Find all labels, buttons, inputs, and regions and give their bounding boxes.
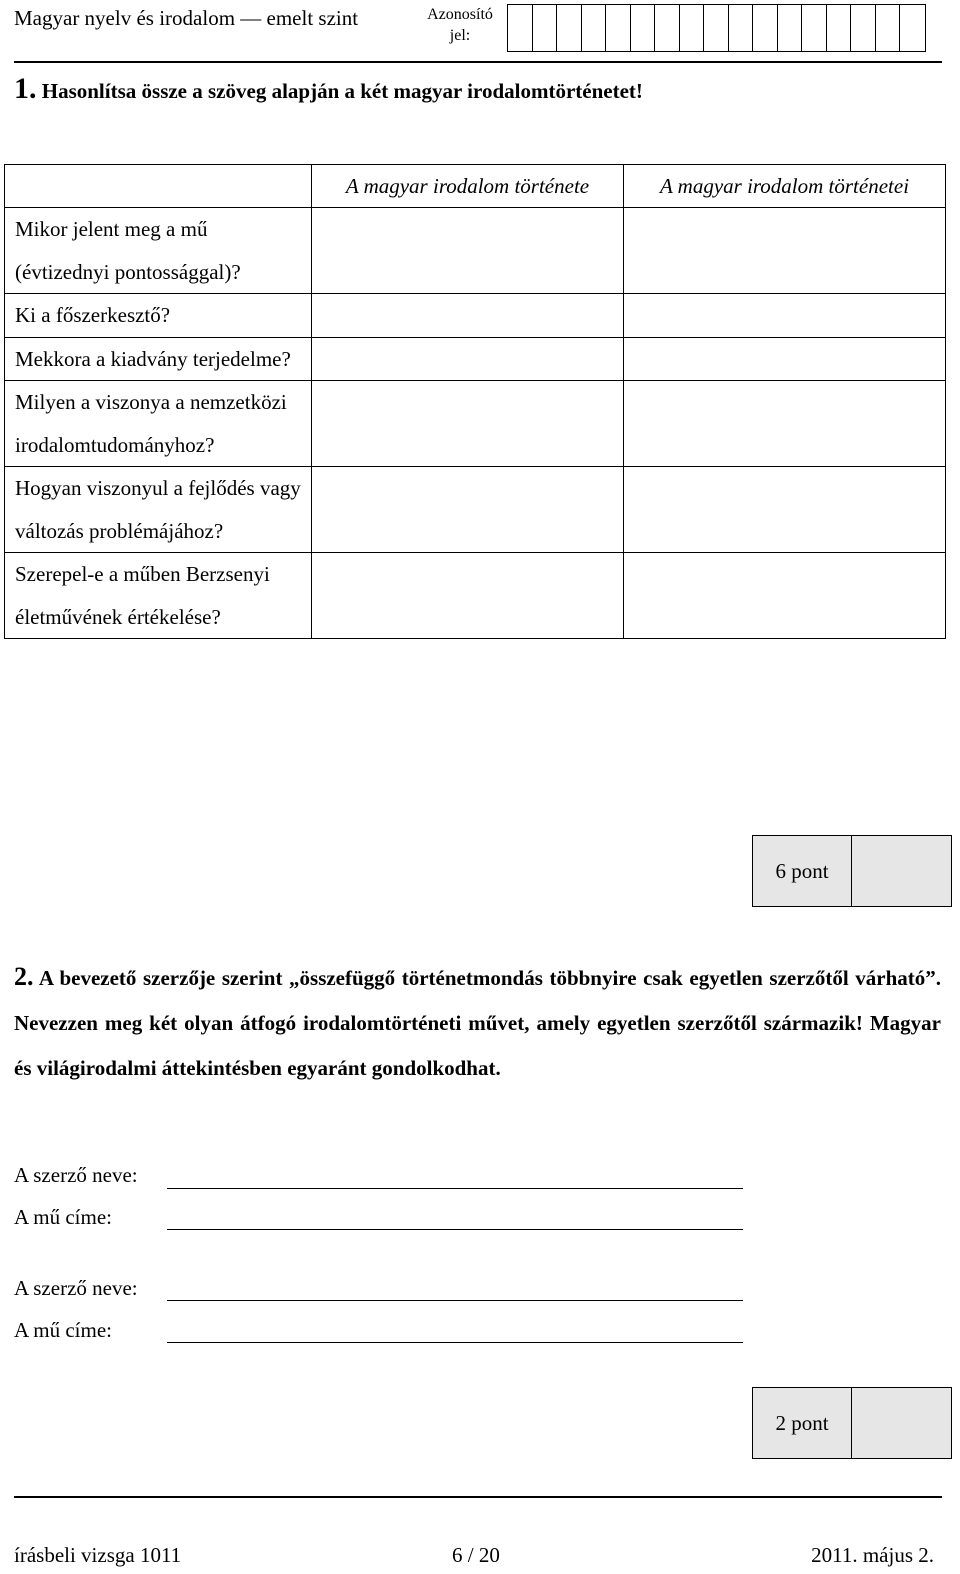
id-digit-box[interactable] — [729, 5, 754, 51]
answer-cell-2[interactable] — [624, 467, 946, 553]
answer-cell-1[interactable] — [312, 467, 624, 553]
id-digit-box[interactable] — [680, 5, 705, 51]
author-label-1: A szerző neve: — [14, 1163, 138, 1187]
question-cell: Hogyan viszonyul a fejlődés vagy változás problémájához? — [5, 467, 312, 553]
page-header — [0, 0, 960, 64]
table-row — [5, 337, 946, 381]
column-header-1: A magyar irodalom története — [312, 165, 624, 208]
title-label-1: A mű címe: — [14, 1205, 112, 1229]
task-2-text: A bevezető szerzője szerint „összefüggő történetmondás többnyire csak egyetlen szerzőtől várható”. Nevezzen meg két olyan átfogó irodalomtörténeti művet, amely egyetlen szerzőtől származik! Magyar és világirodalmi áttekintésben egyaránt gondolkodhat. — [14, 966, 941, 1080]
title-answer-line-1[interactable] — [167, 1229, 743, 1230]
id-digit-box[interactable] — [753, 5, 778, 51]
comparison-table — [4, 164, 946, 639]
header-rule — [14, 61, 942, 63]
question-cell: Mikor jelent meg a mű (évtizednyi pontossággal)? — [5, 208, 312, 294]
id-digit-box[interactable] — [631, 5, 656, 51]
points-score-field[interactable] — [852, 836, 951, 906]
points-label: 6 pont — [753, 836, 852, 906]
id-label: Azonosító jel: — [427, 6, 493, 44]
id-digit-box[interactable] — [827, 5, 852, 51]
author-answer-line-1[interactable] — [167, 1188, 743, 1189]
question-cell: Milyen a viszonya a nemzetközi irodalomtudományhoz? — [5, 381, 312, 467]
task-1-text: Hasonlítsa össze a szöveg alapján a két magyar irodalomtörténetet! — [36, 79, 643, 103]
answer-cell-1[interactable] — [312, 294, 624, 338]
id-digit-box[interactable] — [778, 5, 803, 51]
points-score-field[interactable] — [852, 1388, 951, 1458]
task-2-number: 2. — [14, 962, 34, 991]
answer-cell-2[interactable] — [624, 553, 946, 639]
table-row — [5, 381, 946, 467]
column-header-2: A magyar irodalom történetei — [624, 165, 946, 208]
id-digit-box[interactable] — [704, 5, 729, 51]
id-boxes[interactable] — [507, 4, 926, 52]
task-1-number: 1. — [14, 72, 37, 105]
author-label-2: A szerző neve: — [14, 1276, 138, 1300]
author-answer-line-2[interactable] — [167, 1300, 743, 1301]
answer-cell-1[interactable] — [312, 337, 624, 381]
table-row — [5, 467, 946, 553]
answer-cell-2[interactable] — [624, 337, 946, 381]
table-row — [5, 553, 946, 639]
question-cell: Szerepel-e a műben Berzsenyi életművének értékelése? — [5, 553, 312, 639]
id-digit-box[interactable] — [508, 5, 533, 51]
id-digit-box[interactable] — [851, 5, 876, 51]
question-cell: Ki a főszerkesztő? — [5, 294, 312, 338]
answer-cell-2[interactable] — [624, 294, 946, 338]
answer-cell-1[interactable] — [312, 381, 624, 467]
table-row — [5, 208, 946, 294]
question-cell: Mekkora a kiadvány terjedelme? — [5, 337, 312, 381]
id-digit-box[interactable] — [802, 5, 827, 51]
answer-cell-2[interactable] — [624, 208, 946, 294]
page-number: 6 / 20 — [452, 1543, 500, 1567]
task-1-points-box — [752, 835, 952, 907]
answer-cell-1[interactable] — [312, 208, 624, 294]
id-digit-box[interactable] — [655, 5, 680, 51]
task-2-points-box — [752, 1387, 952, 1459]
task-1-heading — [14, 72, 643, 106]
id-digit-box[interactable] — [533, 5, 558, 51]
id-digit-box[interactable] — [606, 5, 631, 51]
title-label-2: A mű címe: — [14, 1318, 112, 1342]
task-2-heading — [14, 954, 941, 1091]
points-label: 2 pont — [753, 1388, 852, 1458]
id-digit-box[interactable] — [900, 5, 925, 51]
footer-rule — [14, 1496, 942, 1498]
title-answer-line-2[interactable] — [167, 1342, 743, 1343]
table-row — [5, 294, 946, 338]
id-digit-box[interactable] — [582, 5, 607, 51]
answer-cell-2[interactable] — [624, 381, 946, 467]
table-corner-cell — [5, 165, 312, 208]
exam-title: Magyar nyelv és irodalom — emelt szint — [14, 6, 359, 30]
answer-cell-1[interactable] — [312, 553, 624, 639]
footer-exam-code: írásbeli vizsga 1011 — [14, 1543, 182, 1567]
footer-date: 2011. május 2. — [811, 1543, 934, 1567]
id-digit-box[interactable] — [876, 5, 901, 51]
id-digit-box[interactable] — [557, 5, 582, 51]
